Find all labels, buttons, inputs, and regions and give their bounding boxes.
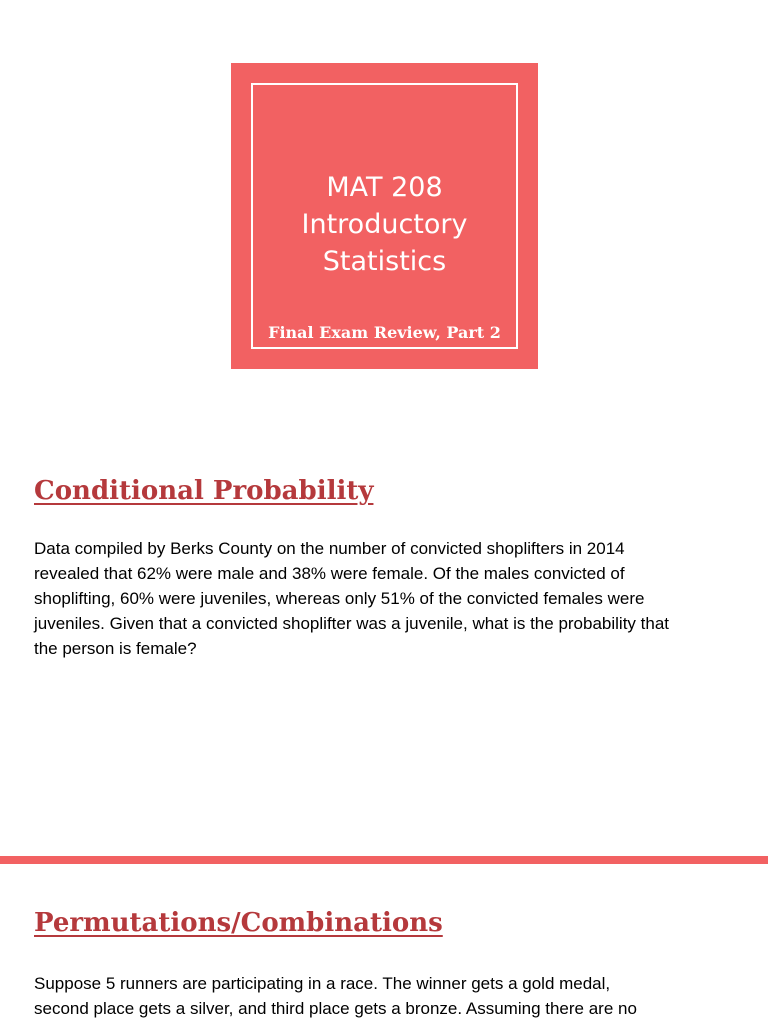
course-title-line: Introductory [301, 209, 468, 240]
title-frame [251, 83, 518, 349]
body-line: Data compiled by Berks County on the number of convicted shoplifters in 2014 [34, 539, 625, 558]
course-subtitle: Final Exam Review, Part 2 [268, 323, 501, 342]
title-card [231, 63, 538, 369]
body-line: juveniles. Given that a convicted shoplifter was a juvenile, what is the probability that [34, 614, 670, 633]
body-line: Suppose 5 runners are participating in a race. The winner gets a gold medal, [34, 974, 611, 993]
section-divider [0, 856, 768, 864]
course-title-line: Statistics [322, 246, 447, 277]
body-line: revealed that 62% were male and 38% were female. Of the males convicted of [34, 564, 625, 583]
body-line: the person is female? [34, 639, 197, 658]
section-body-conditional-probability [34, 536, 734, 661]
body-line: shoplifting, 60% were juveniles, whereas only 51% of the convicted females were [34, 589, 645, 608]
section-body-permutations-combinations [34, 971, 734, 1021]
section-heading-permutations-combinations: Permutations/Combinations [34, 908, 443, 938]
section-heading-conditional-probability: Conditional Probability [34, 476, 374, 506]
course-title [253, 169, 516, 280]
body-line: second place gets a silver, and third place gets a bronze. Assuming there are no [34, 999, 637, 1018]
course-title-line: MAT 208 [326, 172, 443, 203]
